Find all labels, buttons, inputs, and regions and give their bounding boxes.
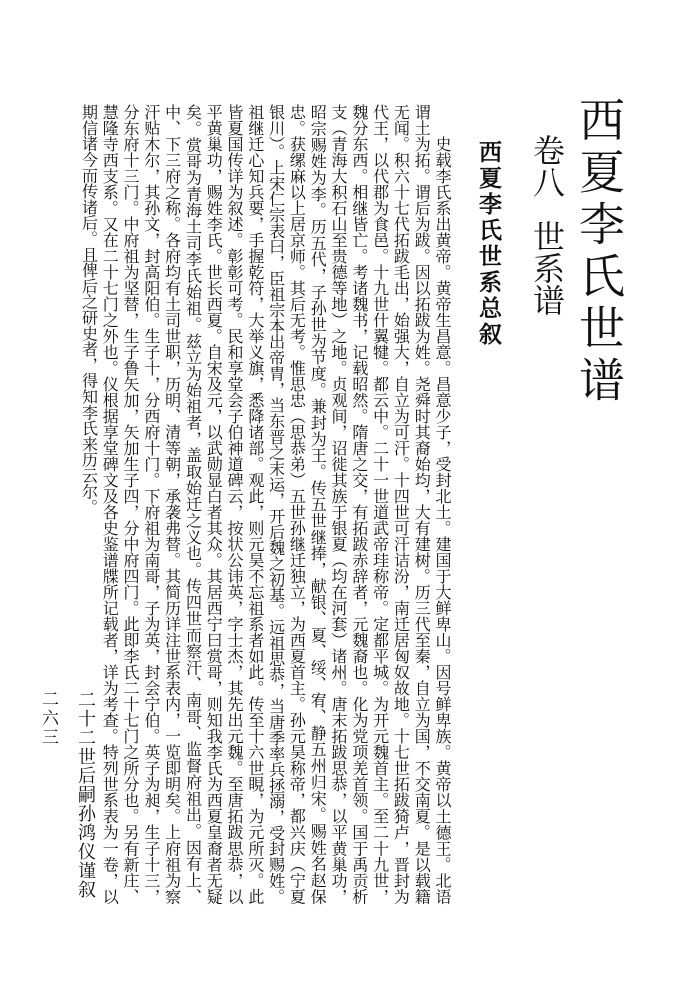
volume-label: 卷八	[528, 134, 566, 198]
page-number: 二六三	[38, 690, 58, 747]
volume-name: 世系谱	[528, 220, 566, 316]
section-title: 西夏李氏世系总叙	[475, 140, 502, 348]
preface-body	[76, 104, 452, 904]
preface-paragraph: 史载李氏系出黄帝。黄帝生昌意。昌意少子，受封北土。建国于大鲜卑山。因号鲜卑族。黄帝以土德王。北语谓土为拓。谓后为跋。因以拓跋为姓。尧舜时其裔始均，大有建树。历三代至秦，自立为国，不交南夏。是以载籍无闻。积六十七代拓跋毛出，始强大，自立为可汗。十四世可汗诘汾，南迁居匈奴故地。十七世拓跋猗卢，晋封为代王，以代郡为食邑。十九世什翼犍。都云中。二十一世道武帝珪称帝。定都平城。为开元魏首主。至二十九世，魏分东西。相继皆亡。考诸魏书，记载昭然。隋唐之交，有拓跋赤辞者，元魏裔也。化为党项羌首领。国于禹贡析支（青海大积石山至贵德等地）之地。贞观间，诏徙其族于银夏（均在河套）诸州。唐末拓跋思恭，以平黄巢功，昭宗赐姓为李。历五代，子孙世为节度。兼封为王。传五世继捧，献银、夏、绥、宥、静五州归宋。赐姓名赵保忠。获缧麻以上居京师。其后无考。惟思忠（思恭弟）五世孙继迁独立，为西夏首主。孙元昊称帝，都兴庆（宁夏银川）。上宋仁宗表曰，臣祖宗本出帝胄，当东晋之末运，开后魏之初基。远祖思恭，当唐季率兵拯溺，受封赐姓。祖继迁心知兵要，手握乾符，大举义旗，悉降诸部。观此，则元昊不忘祖系者如此。传至十六世睍，为元所灭。此皆夏国传详为叙述。彰彰可考。民和享堂会子伯神道碑云，按状公讳英，字士杰，其先出元魏。至唐拓跋思恭，以平黄巢功，赐姓李氏。世长西夏。自宋及元，以武勋显白者其众。其居西宁曰赏哥，则知我李氏为西夏皇裔者无疑矣。赏哥为青海土司李氏始祖。兹立为始祖者，盖取始迁之义也。传四世而察汗、南哥、监督府祖出。因有上、中、下三府之称。各府均有土司世职，历明、清等朝，承袭弗替。其简历详注世系表内，一览即明矣。上府祖为察汗贴木尔，其孙文，封高阳伯。生子十，分西府十门。下府祖为南哥，子为英，封会宁伯。英子为昶，生子十三，分东府十三门。中府祖为坚替，生子鲁矢加，矢加生子四，分中府四门。此即李氏二十七门之所分也。另有新庄、慧隆寺西支系。又在二十七门之外也。仪根据享堂碑文及各史鉴谱牒所记载者，详为考查。特列世系表为一卷，以期信诸今而传诸后。且俾后之研史者，得知李氏来历云尔。	[79, 104, 452, 904]
volume-heading	[524, 134, 570, 316]
author-signature: 二十二世后嗣孙鸿仪谨叙	[75, 690, 96, 899]
book-title: 西夏李氏世谱	[572, 96, 626, 408]
